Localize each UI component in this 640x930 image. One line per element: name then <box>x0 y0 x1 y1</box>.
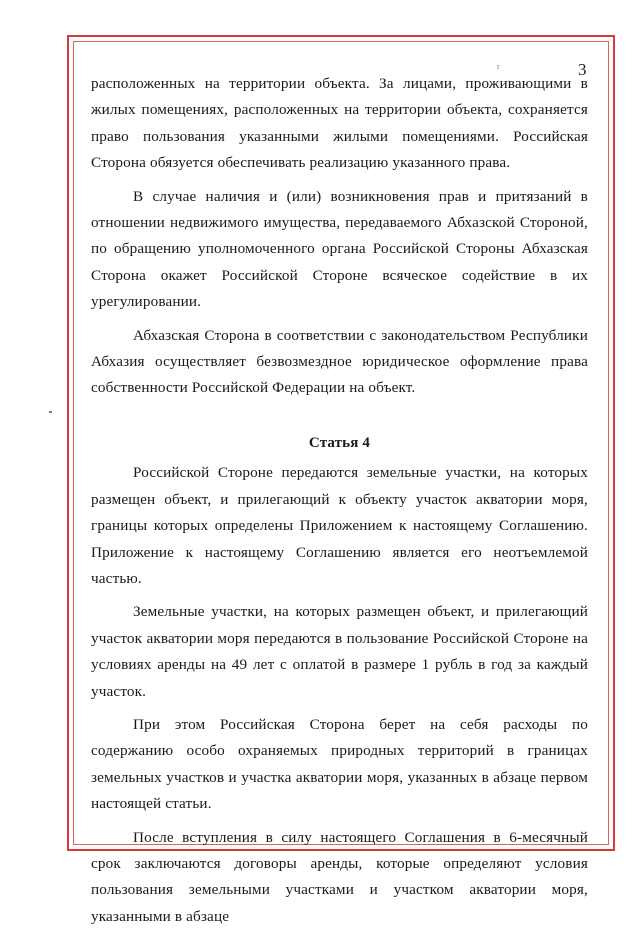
margin-mark <box>49 411 52 413</box>
paragraph: Земельные участки, на которых размещен объект, и прилегающий участок акватории моря передаются в пользование Российской Стороне на условиях аренды на 49 лет с оплатой в размере 1 рубль в год за каждый участок. <box>91 603 588 700</box>
article-heading: Статья 4 <box>308 434 371 451</box>
document-body <box>91 71 588 930</box>
paragraph-continuation: расположенных на территории объекта. За лицами, проживающими в жилых помещениях, расположенных на территории объекта, сохраняется право пользования указанными жилыми помещениями. Российская Сторона обязуется обеспечивать реализацию указанного права. <box>91 75 588 172</box>
corner-mark: г <box>497 62 501 71</box>
page-number: 3 <box>578 60 587 79</box>
paragraph: Российской Стороне передаются земельные участки, на которых размещен объект, и прилегающий к объекту участок акватории моря, границы которых определены Приложением к настоящему Соглашению. Приложение к настоящему Соглашению является его неотъемлемой частью. <box>91 464 588 587</box>
paragraph: Абхазская Сторона в соответствии с законодательством Республики Абхазия осуществляет безвозмездное юридическое оформление права собственности Российской Федерации на объект. <box>91 326 588 397</box>
paragraph: При этом Российская Сторона берет на себя расходы по содержанию особо охраняемых природных территорий в границах земельных участков и участка акватории моря, указанных в абзаце первом настоящей статьи. <box>91 715 588 813</box>
paragraph: В случае наличия и (или) возникновения прав и притязаний в отношении недвижимого имущества, передаваемого Абхазской Стороной, по обращению уполномоченного органа Российской Стороны Абхазская Сторона окажет Российской Стороне всяческое содействие в их урегулировании. <box>91 187 588 311</box>
paragraph: После вступления в силу настоящего Соглашения в 6-месячный срок заключаются договоры аренды, которые определяют условия пользования земельными участками и участком акватории моря, указанными в абзаце <box>91 828 588 925</box>
